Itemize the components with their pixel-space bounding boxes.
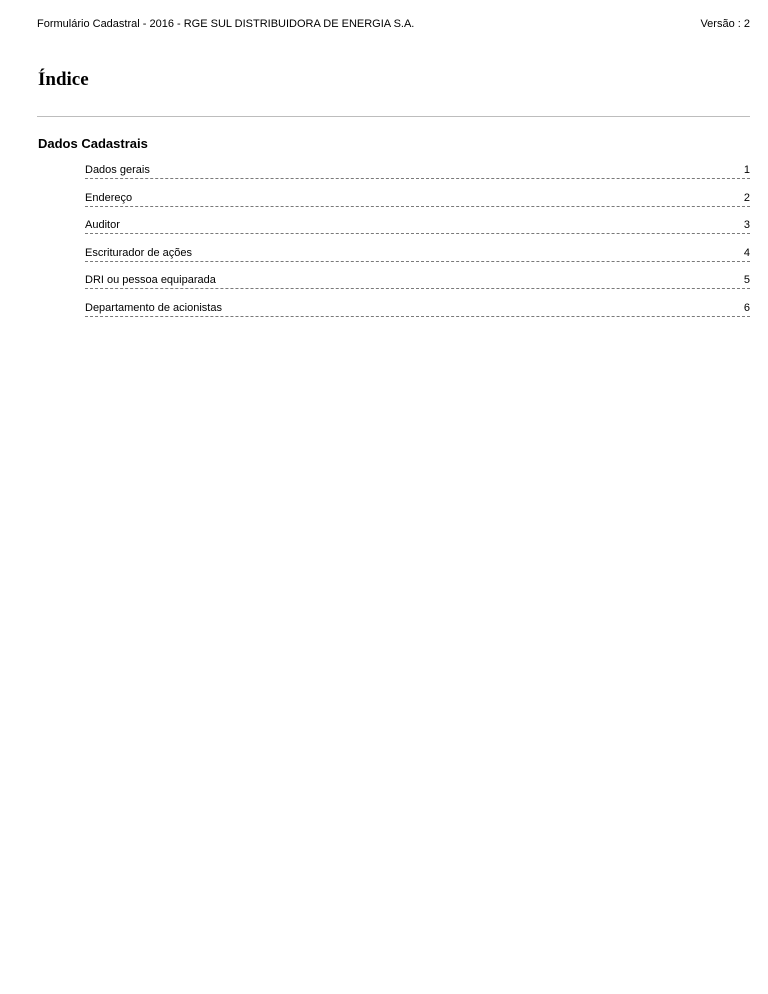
toc-entry-dados-gerais[interactable]: [85, 161, 750, 179]
toc-entry-label: Endereço: [85, 191, 133, 204]
page-header: [37, 17, 750, 31]
toc-entry-label: Escriturador de ações: [85, 246, 192, 259]
toc-entry-page: 4: [743, 246, 750, 259]
section-divider: [37, 116, 750, 117]
version-label: Versão : 2: [700, 18, 750, 30]
toc-entry-dri[interactable]: [85, 271, 750, 289]
toc-entry-label: Departamento de acionistas: [85, 301, 222, 314]
toc-entry-label: DRI ou pessoa equiparada: [85, 274, 216, 286]
index-title: Índice: [38, 69, 89, 90]
toc-entry-page: 2: [743, 191, 750, 204]
toc-entry-label: Dados gerais: [85, 164, 150, 176]
toc-entry-endereco[interactable]: [85, 189, 750, 207]
toc-entry-page: 1: [743, 164, 750, 176]
toc-entry-label: Auditor: [85, 219, 120, 231]
toc-entry-auditor[interactable]: [85, 216, 750, 234]
toc-entry-page: 6: [743, 301, 750, 314]
toc-entry-page: 3: [743, 219, 750, 231]
toc-entry-escriturador[interactable]: [85, 244, 750, 262]
table-of-contents: [85, 161, 750, 326]
document-title: Formulário Cadastral - 2016 - RGE SUL DISTRIBUIDORA DE ENERGIA S.A.: [37, 18, 415, 30]
toc-entry-page: 5: [743, 274, 750, 286]
section-title: Dados Cadastrais: [38, 136, 148, 151]
toc-entry-departamento-acionistas[interactable]: [85, 299, 750, 317]
